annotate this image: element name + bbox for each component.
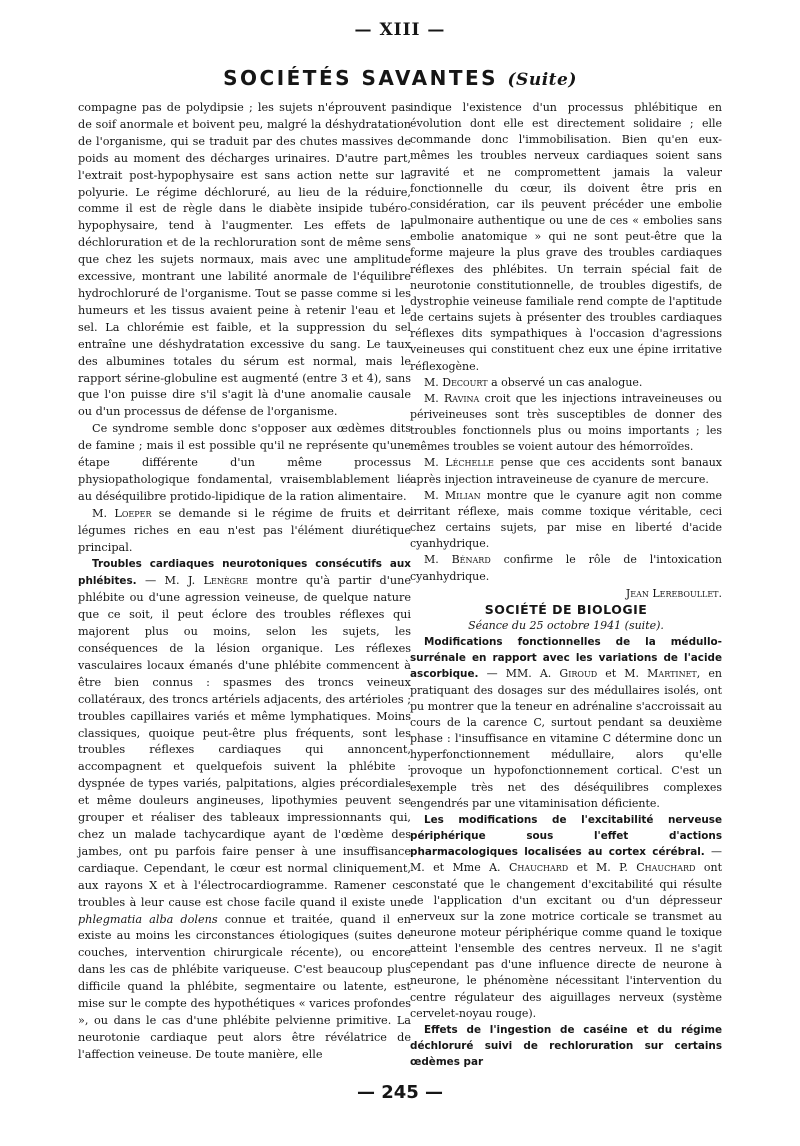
paragraph — [410, 634, 722, 812]
speaker-title: — MM. A. — [486, 667, 552, 681]
communication-title: Modifications fonctionnelles de la médullo-surrénale en rapport avec les variations de l'acide ascorbique. — [410, 636, 722, 681]
paragraph — [410, 488, 722, 553]
speaker-name: Bénard — [451, 553, 491, 567]
paragraph — [410, 812, 722, 1022]
paragraph — [410, 552, 722, 584]
paragraph: compagne pas de polydipsie ; les sujets n'éprouvent pas de soif anormale et boivent peu, malgré la déshydratation de l'organisme, qui se traduit par des chutes massives de poids au moment des décharges urinaires. D'autre part, l'extrait post-hypophysaire est sans action nette sur la polyurie. Le régime déchloruré, au lieu de la réduire, comme il est de règle dans le diabète insipide tubéro-hypophysaire, tend à l'augmenter. Les effets de la déchloruration et de la rechloruration sont de même sens que chez les sujets normaux, mais avec une amplitude excessive, montrant une labilité anormale de l'équilibre hydrochloruré de l'organisme. Tout se passe comme si les humeurs et les tissus avaient peine à retenir l'eau et le sel. La chlorémie est faible, et la suppression du sel entraîne une déshydratation excessive du sang. Le taux des albumines totales du sérum est normal, mais le rapport sérine-globuline est augmenté (entre 3 et 4), sans que l'on puisse dire s'il s'agit là d'une anomalie causale ou d'un processus de défense de l'organisme. — [78, 101, 411, 419]
paragraph-text: a observé un cas analogue. — [491, 375, 643, 389]
paragraph-text: montre qu'à partir d'une phlébite ou d'une agression veineuse, de quelque nature que ce soit, il peut éclore des troubles réflexes qui majorent plus ou moins, selon les sujets, les conséquences de la lésion organique. Les réflexes vasculaires locaux émanés d'une phlébite commencent à être bien connus : spasmes des troncs veineux collatéraux, des troncs artériels adjacents, des artérioles ; troubles capillaires variés et même lymphatiques. Moins classiques, quoique peut-être plus fréquents, sont les troubles réflexes cardiaques qui annoncent, accompagnent et quelquefois suivent la phlébite : dyspnée de types variés, palpitations, algies précordiales et même douleurs angineuses, lipothymies peuvent se grouper et réaliser des tableaux impressionnants qui, chez un malade tachycardique ayant de l'œdème des jambes, ont pu parfois faire penser à une insuffisance cardiaque. Cependant, le cœur est normal cliniquement, aux rayons X et à l'électrocardiogramme. Ramener ces troubles à leur cause est chose facile quand il existe une — [78, 574, 411, 909]
paragraph — [410, 1022, 722, 1070]
left-column — [78, 100, 411, 1064]
communication-title: Troubles cardiaques neurotoniques consécutifs aux phlébites. — [78, 558, 411, 588]
paragraph — [410, 391, 722, 456]
paragraph-text: ont constaté que le changement d'excitabilité qui résulte de l'application d'un excitant ou d'un dépresseur nerveux sur la zone motrice corticale se transmet au neurone moteur périphérique comme quand le toxique atteint l'ensemble des centres nerveux. Il ne s'agit cependant pas d'une influence directe de neurone à neurone, le phénomène nécessitant l'intervention du centre régulateur des aiguillages nerveux (système cervelet-noyau rouge). — [410, 861, 723, 1020]
speaker-title: M. — [424, 456, 439, 470]
paragraph — [410, 375, 722, 391]
speaker-title: M. — [424, 488, 439, 502]
paragraph-text: montre que le cyanure agit non comme irritant réflexe, mais comme toxique véritable, ceci chez certains sujets, par mise en liberté d'acide cyanhydrique. — [410, 488, 723, 551]
paragraph — [78, 556, 411, 1063]
speaker-title: et M. P. — [576, 861, 628, 875]
speaker-title: M. — [92, 506, 108, 520]
speaker-name: Chauchard — [508, 861, 569, 875]
right-column — [410, 100, 722, 1070]
page-number: — 245 — — [356, 1082, 444, 1103]
paragraph — [410, 455, 722, 487]
speaker-name: Léchelle — [445, 456, 494, 470]
paragraph: Ce syndrome semble donc s'opposer aux œdèmes dits de famine ; mais il est possible qu'il ne représente qu'une étape différente d'un même processus physiopathologique fondamental, vraisemblablement lié au déséquilibre protido-lipidique de la ration alimentaire. — [78, 422, 411, 503]
author-signature: Jean Lereboullet. — [625, 586, 722, 600]
speaker-title: — M. et Mme A. — [410, 845, 722, 875]
speaker-title: et M. — [605, 667, 640, 681]
section-title: SOCIÉTÉS SAVANTES — [223, 66, 499, 90]
speaker-name: Loeper — [114, 506, 152, 520]
paragraph-text: croit que les injections intraveineuses ou périveineuses sont très susceptibles de donner des troubles fonctionnels plus ou moins importants ; les mêmes troubles se voient autour des hémorroïdes. — [410, 391, 722, 454]
speaker-title: — M. J. — [144, 574, 196, 588]
paragraph: indique l'existence d'un processus phlébitique en évolution dont elle est directement solidaire ; elle commande donc l'immobilisation. Bien qu'en eux-mêmes les troubles nerveux cardiaques soient sans gravité et ne compromettent jamais la valeur fonctionnelle du cœur, ils doivent être pris en considération, car ils peuvent précéder une embolie pulmonaire authentique ou une de ces « embolies sans embolie anatomique » qui ne sont peut-être que la forme majeure la plus grave des troubles cardiaques réflexes des phlébites. Un terrain spécial fait de neurotonie constitutionnelle, de troubles digestifs, de dystrophie veineuse familiale rend compte de l'aptitude de certains sujets à présenter des troubles cardiaques réflexes dits sympathiques à l'occasion d'agressions veineuses qui constituent chez eux une épine irritative réflexogène. — [410, 101, 722, 373]
communication-title: Les modifications de l'excitabilité nerveuse périphérique sous l'effet d'actions pharmacologiques localisées au cortex cérébral. — [410, 813, 722, 859]
speaker-title: M. — [424, 391, 439, 405]
speaker-title: M. — [424, 375, 439, 389]
speaker-name: Milian — [444, 488, 481, 502]
speaker-name: Decourt — [442, 375, 488, 389]
paragraph-text: se demande si le régime de fruits et de légumes riches en eau n'est pas l'élément diurétique principal. — [78, 506, 411, 554]
italic-term: phlegmatia alba dolens — [78, 912, 218, 926]
roman-page-number: — XIII — — [354, 20, 446, 40]
paragraph — [78, 506, 411, 557]
communication-title: Effets de l'ingestion de caséine et du régime déchloruré suivi de rechloruration sur certains œdèmes par — [410, 1023, 722, 1069]
section-header — [0, 66, 800, 90]
speaker-name: Chauchard — [636, 861, 696, 875]
section-title-suffix: (Suite) — [507, 70, 577, 90]
society-heading: SOCIÉTÉ DE BIOLOGIE — [484, 601, 648, 617]
speaker-name: Lenègre — [203, 574, 248, 588]
paragraph-text: pense que ces accidents sont banaux après injection intraveineuse de cyanure de mercure. — [410, 456, 723, 486]
paragraph-text: confirme le rôle de l'intoxication cyanhydrique. — [410, 553, 723, 583]
speaker-name: Ravina — [443, 391, 480, 405]
paragraph-text: , en pratiquant des dosages sur des médullaires isolés, ont pu montrer que la teneur en adrénaline s'accroissait au cours de la carence C, surtout pendant sa deuxième phase : l'insuffisance en vitamine C détermine donc un hyperfonctionnement médullaire, alors qu'elle provoque un hypofonctionnement cortical. C'est un exemple très net des déséquilibres complexes engendrés par une vitaminisation déficiente. — [410, 667, 722, 810]
paragraph-text: connue et traitée, quand il en existe au moins les circonstances étiologiques (suites de couches, intervention chirurgicale récente), ou encore dans les cas de phlébite variqueuse. C'est beaucoup plus difficile quand la phlébite, segmentaire ou latente, est mise sur le compte des hypothétiques « varices profondes », ou dans le cas d'une phlébite pelvienne primitive. La neurotonie cardiaque peut alors être révélatrice de l'affection veineuse. De toute manière, elle — [78, 912, 411, 1061]
speaker-name: Giroud — [559, 667, 598, 681]
speaker-title: M. — [424, 553, 439, 567]
session-date: Séance du 25 octobre 1941 (suite). — [468, 619, 664, 632]
speaker-name: Martinet — [647, 667, 697, 681]
